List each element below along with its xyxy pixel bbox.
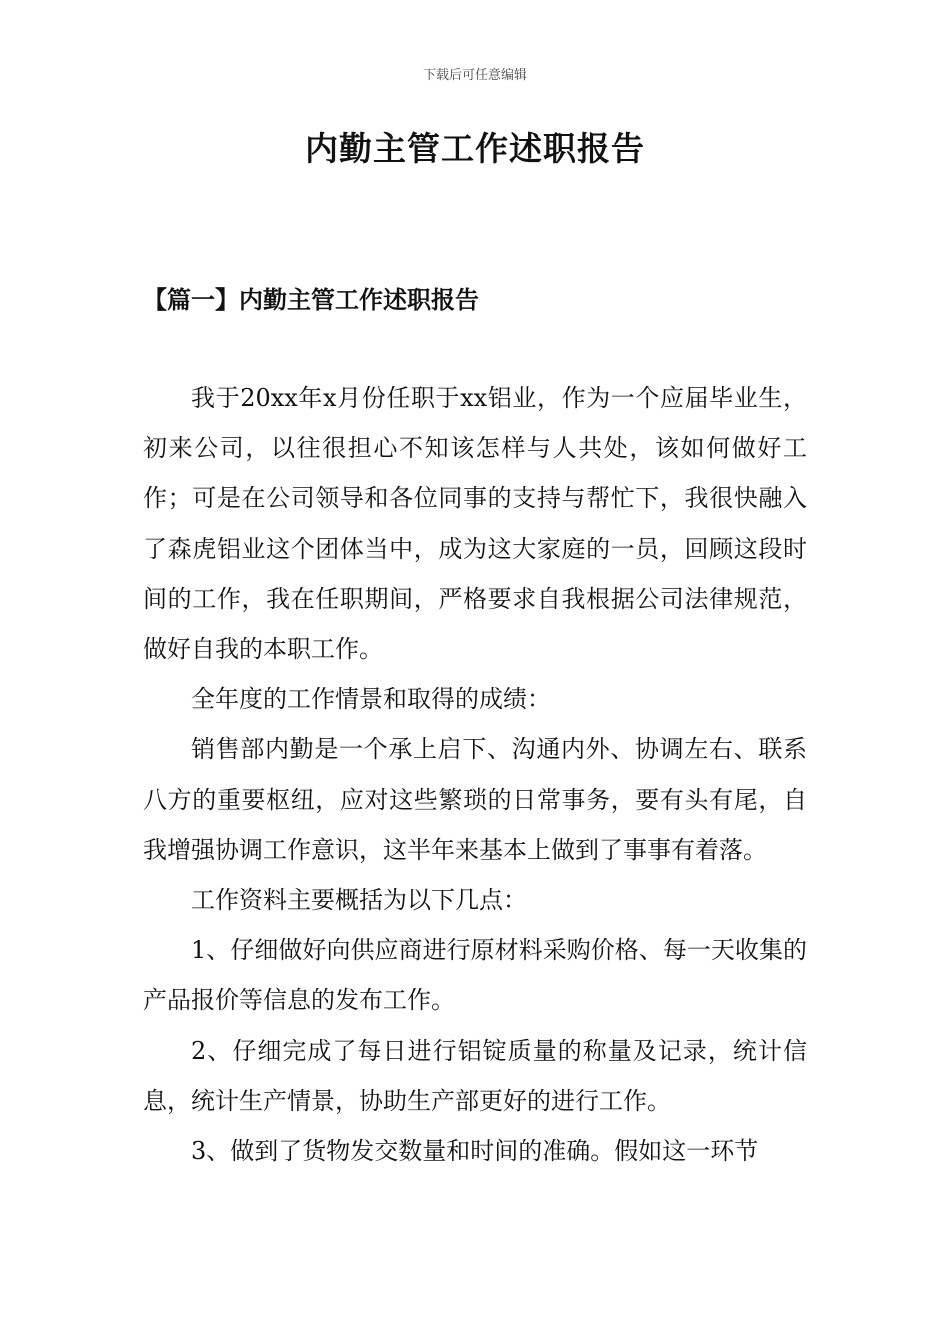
paragraph: 销售部内勤是一个承上启下、沟通内外、协调左右、联系八方的重要枢纽，应对这些繁琐的日常事务，要有头有尾，自我增强协调工作意识，这半年来基本上做到了事事有着落。	[143, 735, 807, 864]
paragraph: 1、仔细做好向供应商进行原材料采购价格、每一天收集的产品报价等信息的发布工作。	[143, 936, 807, 1015]
section-title: 【篇一】内勤主管工作述职报告	[143, 285, 479, 314]
page-header-note: 下载后可任意编辑	[422, 68, 527, 83]
paragraph: 全年度的工作情景和取得的成绩：	[191, 685, 551, 714]
paragraph: 我于20xx年x月份任职于xx铝业，作为一个应届毕业生，初来公司，以往很担心不知该怎样与人共处，该如何做好工作；可是在公司领导和各位同事的支持与帮忙下，我很快融入了森虎铝业这个团体当中，成为这大家庭的一员，回顾这段时间的工作，我在任职期间，严格要求自我根据公司法律规范，做好自我的本职工作。	[143, 384, 807, 664]
paragraph: 3、做到了货物发交数量和时间的准确。假如这一环节	[191, 1137, 759, 1166]
paragraph: 工作资料主要概括为以下几点：	[191, 886, 527, 915]
document-body	[143, 373, 807, 1176]
document-title: 内勤主管工作述职报告	[305, 129, 645, 168]
paragraph: 2、仔细完成了每日进行铝锭质量的称量及记录，统计信息，统计生产情景，协助生产部更好的进行工作。	[143, 1036, 807, 1115]
